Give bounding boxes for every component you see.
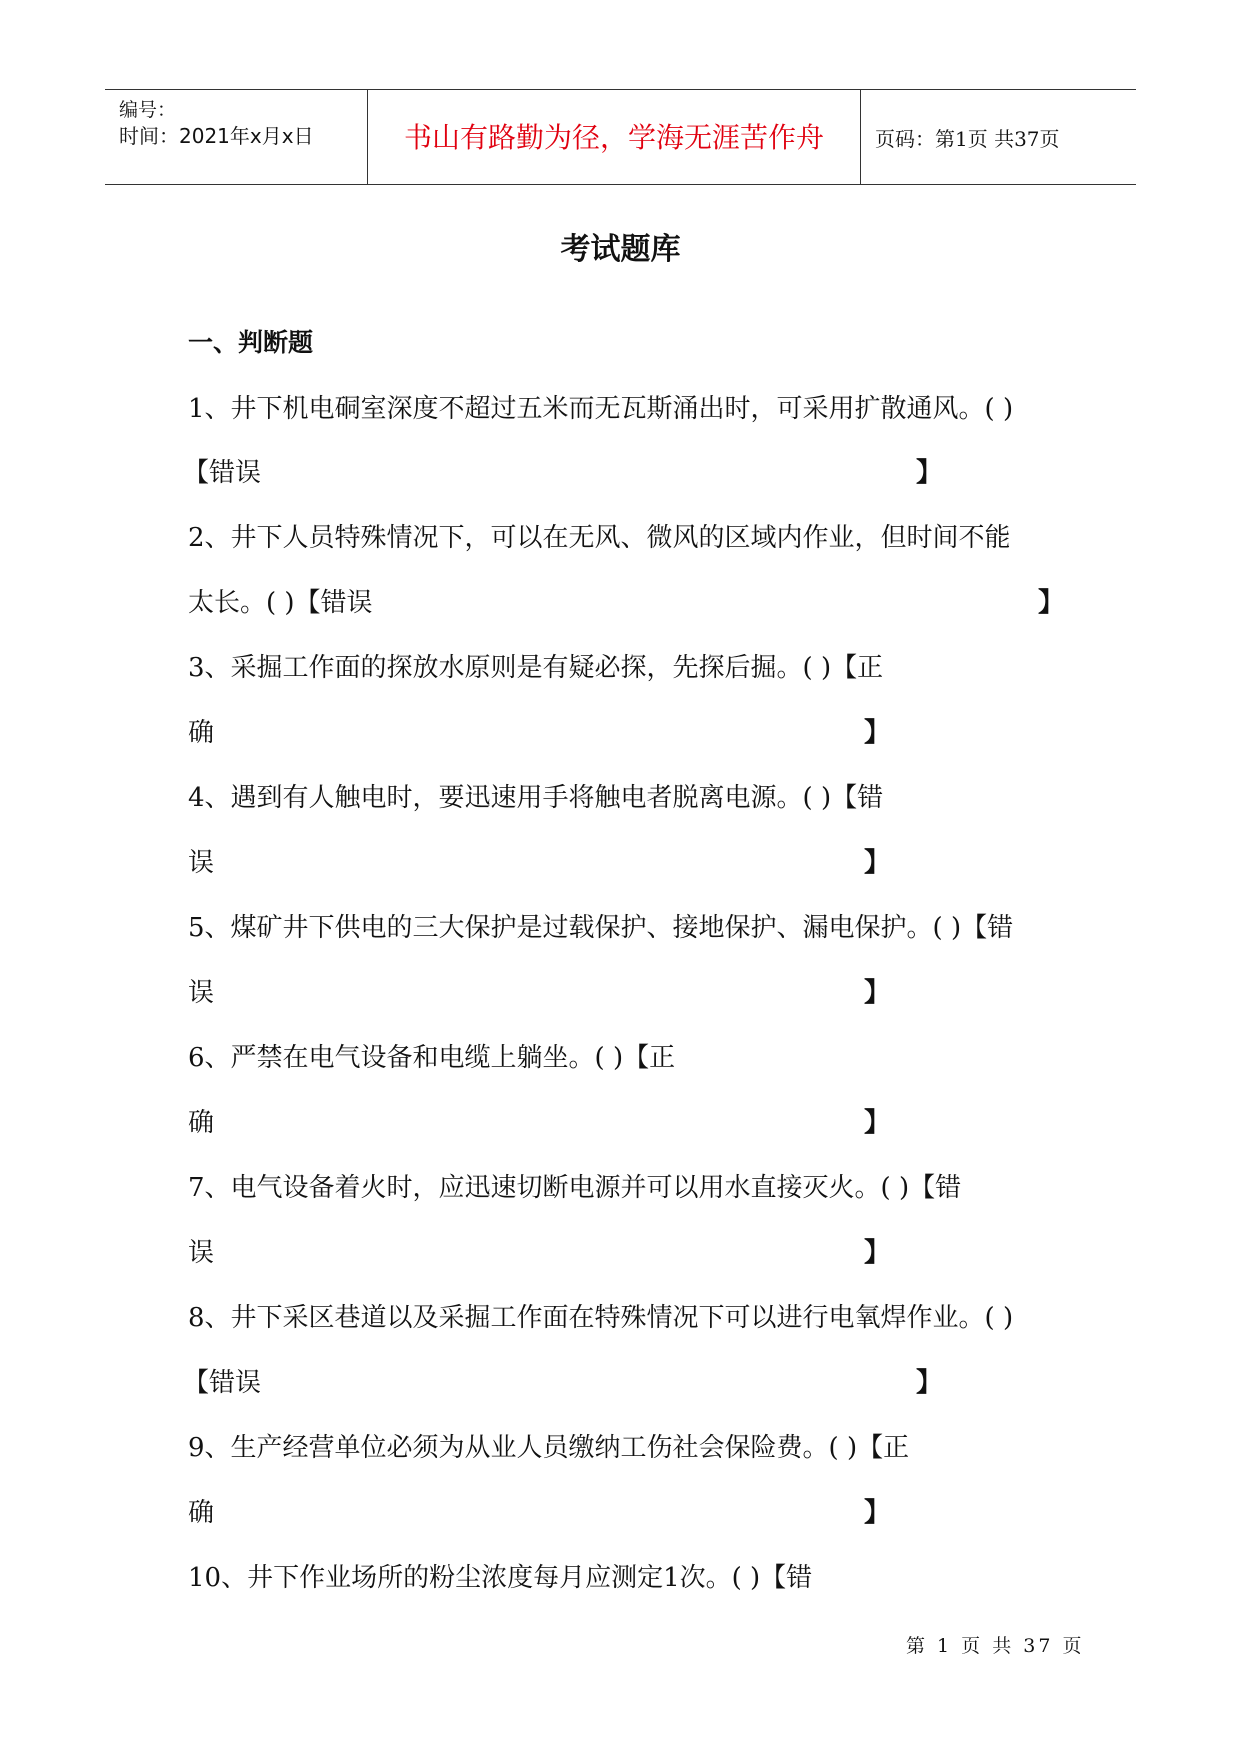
answer-close-bracket: 】 <box>864 978 891 1008</box>
answer-line: 误 <box>188 848 215 878</box>
answer-line: 误 <box>188 978 215 1008</box>
question-line: 9、生产经营单位必须为从业人员缴纳工伤社会保险费。( )【正 <box>188 1433 910 1463</box>
answer-line: 误 <box>188 1238 215 1268</box>
page-code: 页码：第1页 共37页 <box>875 127 1060 151</box>
page-footer: 第 1 页 共 37 页 <box>906 1635 1085 1657</box>
question-line: 8、井下采区巷道以及采掘工作面在特殊情况下可以进行电氧焊作业。( ) <box>188 1303 1014 1333</box>
answer-close-bracket: 】 <box>916 1368 943 1398</box>
header-table <box>105 89 1136 185</box>
date-field: 时间：2021年x月x日 <box>119 124 314 148</box>
question-line: 10、井下作业场所的粉尘浓度每月应测定1次。( )【错 <box>188 1563 813 1593</box>
question-line: 5、煤矿井下供电的三大保护是过载保护、接地保护、漏电保护。( )【错 <box>188 913 1014 943</box>
answer-close-bracket: 】 <box>1038 588 1065 618</box>
answer-line: 【错误 <box>183 1368 262 1398</box>
question-line: 7、电气设备着火时，应迅速切断电源并可以用水直接灭火。( )【错 <box>188 1173 962 1203</box>
question-line: 2、井下人员特殊情况下，可以在无风、微风的区域内作业，但时间不能 <box>188 523 1011 553</box>
question-line: 1、井下机电硐室深度不超过五米而无瓦斯涌出时，可采用扩散通风。( ) <box>188 394 1014 424</box>
answer-close-bracket: 】 <box>864 1498 891 1528</box>
question-line: 3、采掘工作面的探放水原则是有疑必探，先探后掘。( )【正 <box>188 653 884 683</box>
header-left-cell <box>105 90 368 184</box>
answer-close-bracket: 】 <box>864 1238 891 1268</box>
answer-close-bracket: 】 <box>864 718 891 748</box>
answer-close-bracket: 】 <box>864 1108 891 1138</box>
section-heading: 一、判断题 <box>188 328 314 357</box>
document-title: 考试题库 <box>560 232 681 267</box>
question-line: 太长。( )【错误 <box>188 588 373 618</box>
serial-number: 编号： <box>119 99 177 121</box>
answer-close-bracket: 】 <box>864 848 891 878</box>
answer-line: 确 <box>188 718 215 748</box>
header-middle-cell <box>368 90 861 184</box>
answer-line: 【错误 <box>183 458 262 488</box>
header-right-cell <box>861 90 1136 184</box>
question-line: 6、严禁在电气设备和电缆上躺坐。( )【正 <box>188 1043 676 1073</box>
answer-line: 确 <box>188 1498 215 1528</box>
answer-line: 确 <box>188 1108 215 1138</box>
question-line: 4、遇到有人触电时，要迅速用手将触电者脱离电源。( )【错 <box>188 783 884 813</box>
motto: 书山有路勤为径，学海无涯苦作舟 <box>403 121 824 154</box>
answer-close-bracket: 】 <box>916 458 943 488</box>
